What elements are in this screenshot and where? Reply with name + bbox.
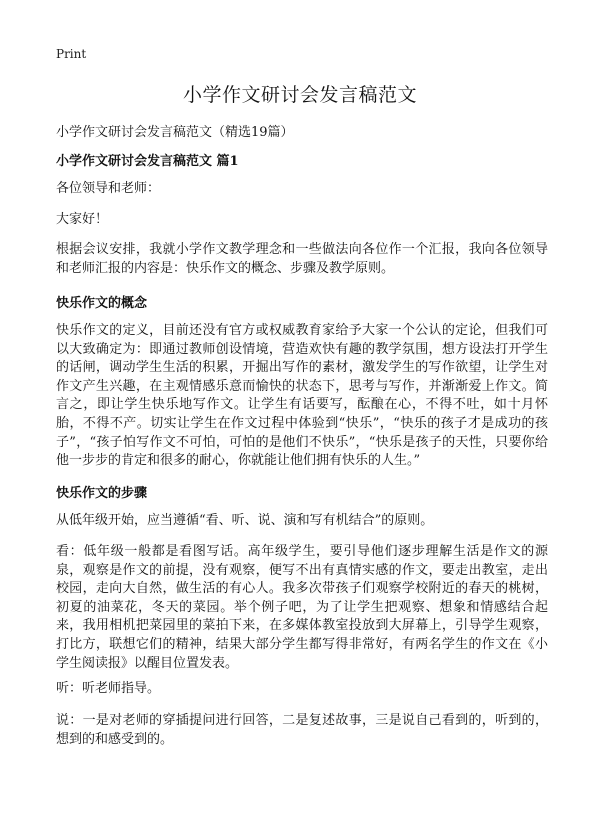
- listen-paragraph: 听：听老师指导。: [56, 681, 161, 696]
- steps-heading: 快乐作文的步骤: [56, 486, 148, 501]
- look-paragraph: 看：低年级一般都是看图写话。高年级学生，要引导他们逐步理解生活是作文的源泉，观察是作文的前提，没有观察，便写不出有真情实感的作文，要走出教室，走出校园，走向大自然，做生活的有心人。我多次带孩子们观察学校附近的春天的桃树，初夏的油菜花，冬天的菜园。举个例子吧，为了让学生把观察、想象和情感结合起来，我用相机把菜园里的菜拍下来，在多媒体教室投放到大屏幕上，引导学生观察，打比方，联想它们的精神，结果大部分学生都写得非常好，有两名学生的作文在《小学生阅读报》以醒目位置发表。: [56, 544, 548, 671]
- greeting-paragraph: 各位领导和老师：: [56, 181, 161, 196]
- print-link[interactable]: Print: [56, 47, 87, 61]
- article-heading: 小学作文研讨会发言稿范文 篇1: [56, 154, 239, 169]
- steps-intro-paragraph: 从低年级开始，应当遵循“看、听、说、演和写有机结合”的原则。: [56, 513, 434, 528]
- hello-paragraph: 大家好！: [56, 212, 109, 227]
- document-subtitle: 小学作文研讨会发言稿范文（精选19篇）: [56, 125, 294, 140]
- intro-paragraph: 根据会议安排，我就小学作文教学理念和一些做法向各位作一个汇报，我向各位领导和老师汇报的内容是：快乐作文的概念、步骤及教学原则。: [56, 242, 548, 276]
- speak-paragraph: 说：一是对老师的穿插提问进行回答，二是复述故事，三是说自己看到的，听到的，想到的和感受到的。: [56, 713, 548, 747]
- concept-paragraph: 快乐作文的定义，目前还没有官方或权威教育家给予大家一个公认的定论，但我们可以大致确定为：即通过教师创设情境，营造欢快有趣的教学氛围，想方设法打开学生的话闸，调动学生生活的积累，开掘出写作的素材，激发学生的写作欲望，让学生对作文产生兴趣，在主观情感乐意而愉快的状态下，思考与写作，并渐渐爱上作文。简言之，即让学生快乐地写作文。让学生有话要写，酝酿在心，不得不吐，如十月怀胎，不得不产。切实让学生在作文过程中体验到“快乐”，“快乐的孩子才是成功的孩子”，“孩子怕写作文不可怕，可怕的是他们不快乐”，“快乐是孩子的天性，只要你给他一步步的肯定和很多的耐心，你就能让他们拥有快乐的人生。”: [56, 323, 548, 469]
- concept-heading: 快乐作文的概念: [56, 296, 148, 311]
- document-title: 小学作文研讨会发言稿范文: [182, 84, 417, 106]
